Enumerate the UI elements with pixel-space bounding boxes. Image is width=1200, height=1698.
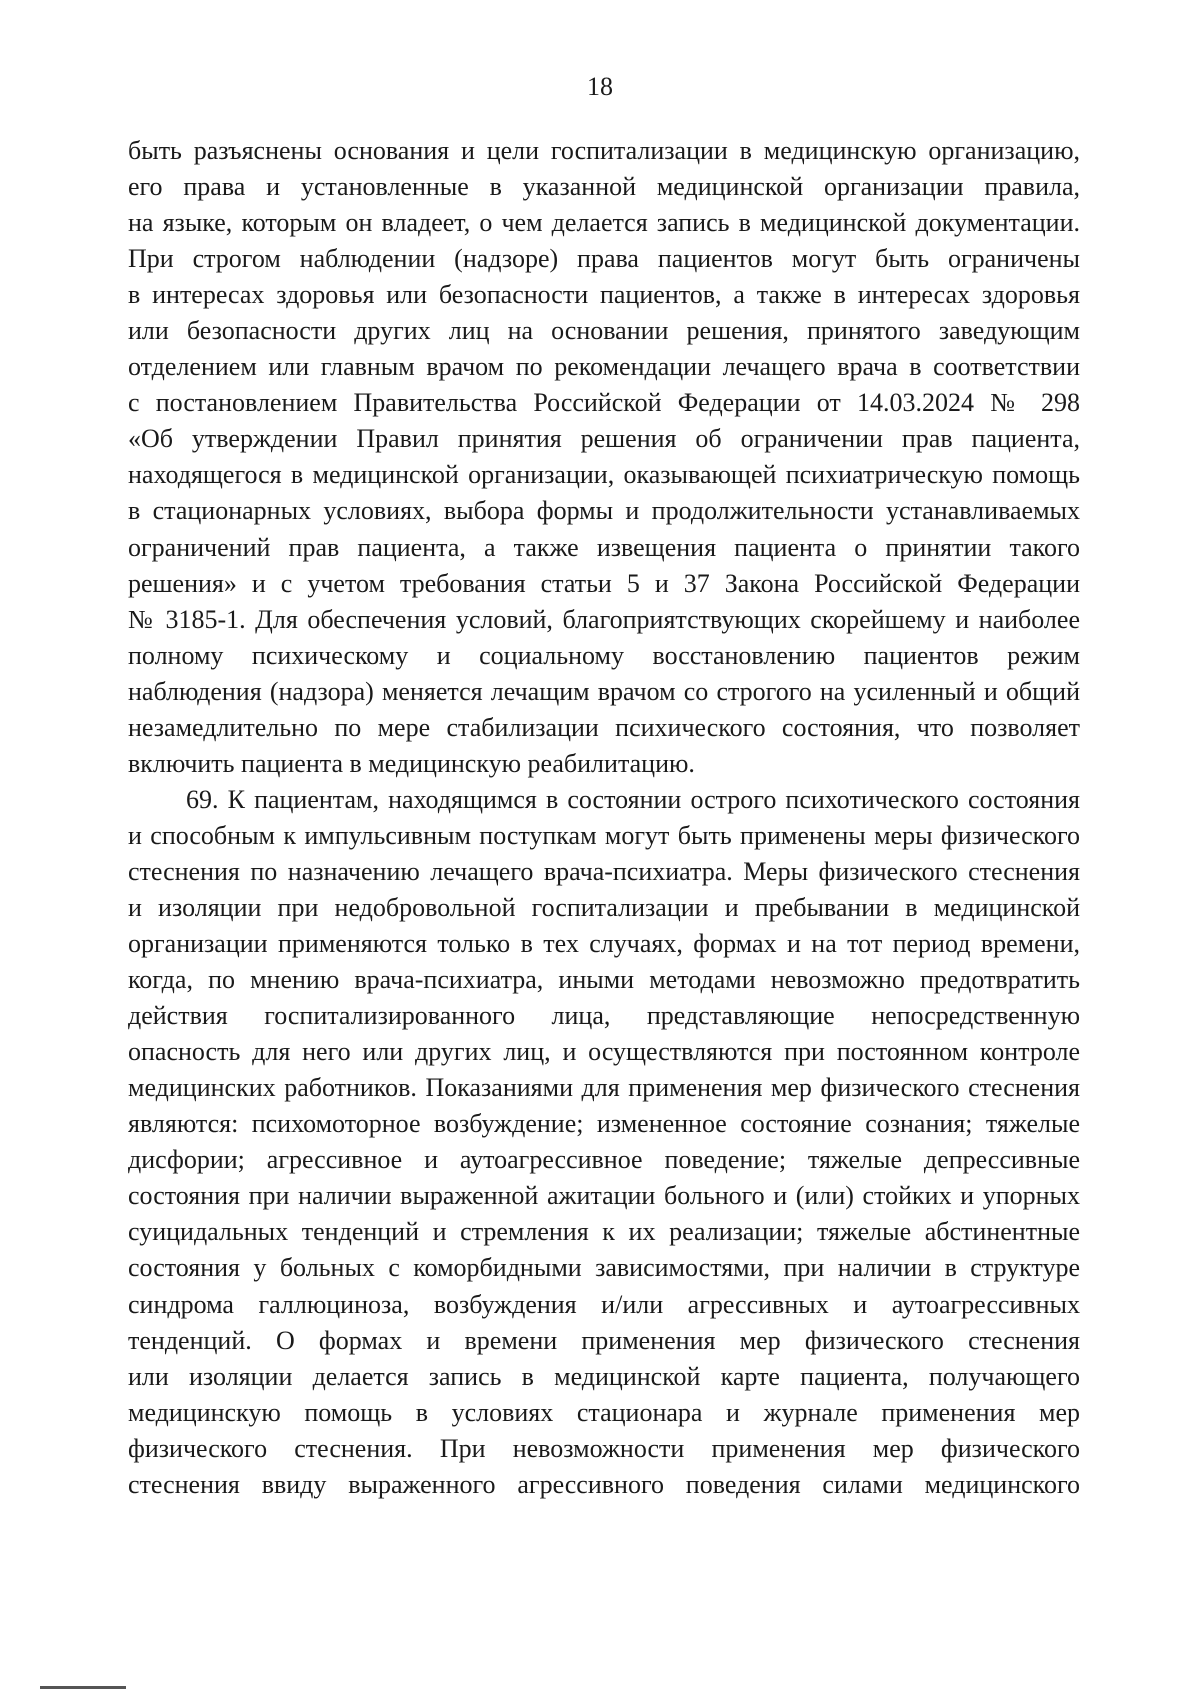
text-line: физического стеснения. При невозможности применения мер физического <box>128 1433 1080 1463</box>
page-number: 18 <box>587 72 613 101</box>
text-line: когда, по мнению врача-психиатра, иными методами невозможно предотвратить <box>128 965 1080 995</box>
text-line: в стационарных условиях, выбора формы и продолжительности устанавливаемых <box>128 496 1080 526</box>
text-line: отделением или главным врачом по рекомендации лечащего врача в соответствии <box>128 352 1080 382</box>
text-line: с постановлением Правительства Российской Федерации от 14.03.2024 № 298 <box>128 388 1080 418</box>
text-line: синдрома галлюциноза, возбуждения и/или агрессивных и аутоагрессивных <box>128 1289 1080 1319</box>
text-line: состояния у больных с коморбидными зависимостями, при наличии в структуре <box>128 1253 1080 1283</box>
text-line: № 3185-1. Для обеспечения условий, благоприятствующих скорейшему и наиболее <box>128 604 1080 634</box>
scan-edge-mark <box>40 1686 126 1689</box>
text-line: При строгом наблюдении (надзоре) права пациентов могут быть ограничены <box>128 244 1080 274</box>
paragraph-69 <box>128 782 1080 1503</box>
text-line: опасность для него или других лиц, и осуществляются при постоянном контроле <box>128 1037 1080 1067</box>
text-line: находящегося в медицинской организации, оказывающей психиатрическую помощь <box>128 460 1080 490</box>
text-line: на языке, которым он владеет, о чем делается запись в медицинской документации. <box>128 208 1080 238</box>
text-line: и изоляции при недобровольной госпитализации и пребывании в медицинской <box>128 892 1080 922</box>
text-line: решения» и с учетом требования статьи 5 и 37 Закона Российской Федерации <box>128 568 1080 598</box>
text-line: быть разъяснены основания и цели госпитализации в медицинскую организацию, <box>128 136 1080 165</box>
text-line: его права и установленные в указанной медицинской организации правила, <box>128 172 1080 202</box>
text-line: дисфории; агрессивное и аутоагрессивное поведение; тяжелые депрессивные <box>128 1145 1080 1175</box>
text-line: являются: психомоторное возбуждение; измененное состояние сознания; тяжелые <box>128 1109 1080 1139</box>
text-line: медицинскую помощь в условиях стационара и журнале применения мер <box>128 1397 1080 1427</box>
text-line: ограничений прав пациента, а также извещения пациента о принятии такого <box>128 532 1080 562</box>
text-line: состояния при наличии выраженной ажитации больного и (или) стойких и упорных <box>128 1181 1080 1211</box>
text-line: или безопасности других лиц на основании решения, принятого заведующим <box>128 316 1080 346</box>
text-line: стеснения по назначению лечащего врача-психиатра. Меры физического стеснения <box>128 856 1080 886</box>
text-line: организации применяются только в тех случаях, формах и на тот период времени, <box>128 929 1080 959</box>
text-line: полному психическому и социальному восстановлению пациентов режим <box>128 640 1080 670</box>
text-line: тенденций. О формах и времени применения мер физического стеснения <box>128 1325 1080 1355</box>
text-line: действия госпитализированного лица, представляющие непосредственную <box>128 1001 1080 1031</box>
text-line: суицидальных тенденций и стремления к их реализации; тяжелые абстинентные <box>128 1217 1080 1247</box>
text-line: или изоляции делается запись в медицинской карте пациента, получающего <box>128 1361 1080 1391</box>
text-line: и способным к импульсивным поступкам могут быть применены меры физического <box>128 820 1080 850</box>
paragraph-1 <box>128 133 1080 782</box>
body-text <box>128 133 1080 1503</box>
text-line: стеснения ввиду выраженного агрессивного поведения силами медицинского <box>128 1469 1080 1499</box>
text-line: «Об утверждении Правил принятия решения об ограничении прав пациента, <box>128 424 1080 454</box>
text-line: незамедлительно по мере стабилизации психического состояния, что позволяет <box>128 712 1080 742</box>
text-line: наблюдения (надзора) меняется лечащим врачом со строгого на усиленный и общий <box>128 676 1080 706</box>
text-line: включить пациента в медицинскую реабилитацию. <box>128 748 695 778</box>
text-line: 69. К пациентам, находящимся в состоянии острого психотического состояния <box>186 784 1080 814</box>
text-line: в интересах здоровья или безопасности пациентов, а также в интересах здоровья <box>128 280 1080 310</box>
text-line: медицинских работников. Показаниями для применения мер физического стеснения <box>128 1073 1080 1103</box>
